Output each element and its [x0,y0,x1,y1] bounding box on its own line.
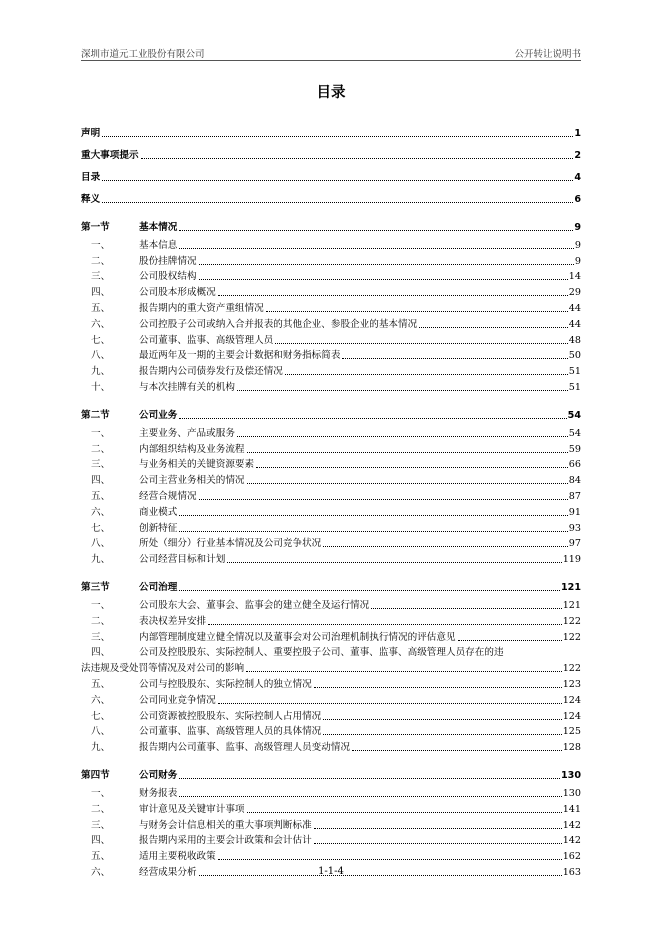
toc-entry-number: 三、 [91,819,111,831]
toc-entry-label: 股份挂牌情况 [139,255,197,267]
toc-entry-page: 122 [562,631,581,643]
toc-entry-label: 公司主营业务相关的情况 [139,475,245,487]
toc-leader-dots [208,624,562,625]
toc-leader-dots [218,295,568,296]
toc-entry[interactable] [81,502,581,518]
toc-entry[interactable] [81,534,581,550]
toc-leader-dots [275,343,567,344]
toc-section[interactable] [81,757,581,781]
page-header [81,46,581,61]
toc-entry-label: 主要业务、产品或服务 [139,427,235,439]
toc-entry-page: 163 [562,866,581,878]
header-doc-type: 公开转让说明书 [514,49,581,60]
toc-leader-dots [141,158,574,159]
toc-entry-number: 八、 [91,726,111,738]
toc-leader-dots [458,640,562,641]
toc-entry-number: 六、 [91,506,111,518]
toc-entry-number: 三、 [91,459,111,471]
toc-entry-number: 五、 [91,490,111,502]
toc-entry[interactable] [81,117,581,139]
toc-leader-dots [314,687,562,688]
toc-leader-dots [102,202,573,203]
toc-entry-page: 130 [560,770,581,782]
toc-entry-label: 经营合规情况 [139,490,197,502]
toc-leader-dots [371,608,561,609]
toc-leader-dots [419,327,568,328]
toc-entry-label: 适用主要税收政策 [139,851,216,863]
toc-entry-label: 公司股东大会、董事会、监事会的建立健全及运行情况 [139,599,370,611]
toc-leader-dots [237,436,568,437]
toc-entry-page: 124 [562,710,581,722]
toc-entry-number: 第二节 [81,409,110,421]
toc-entry-label: 创新特征 [139,522,178,534]
toc-entry-page: 122 [562,615,581,627]
toc-entry-page: 91 [568,506,581,518]
toc-entry[interactable] [81,267,581,283]
toc-entry-page: 93 [568,522,581,534]
toc-entry-page: 2 [574,150,581,161]
toc-entry-label: 公司股本形成概况 [139,287,216,299]
toc-entry-label: 基本信息 [139,239,178,251]
table-of-contents [81,117,581,878]
toc-entry-number: 四、 [91,475,111,487]
toc-leader-dots [218,703,562,704]
toc-entry-label: 公司经营目标和计划 [139,554,226,566]
toc-entry-page: 59 [568,443,581,455]
toc-entry-page: 121 [562,599,581,611]
toc-entry-page: 14 [568,271,581,283]
toc-entry-page: 1 [574,128,581,139]
toc-entry-page: 9 [574,239,581,251]
toc-entry-label: 基本情况 [139,222,178,233]
toc-leader-dots [179,590,560,591]
toc-entry[interactable] [81,737,581,753]
toc-entry-page: 87 [568,490,581,502]
toc-entry[interactable] [81,783,581,799]
toc-leader-dots [266,311,568,312]
toc-entry-number: 二、 [91,255,111,267]
toc-entry-number: 十、 [91,381,111,393]
toc-entry-number: 第四节 [81,770,110,782]
toc-leader-dots [247,483,568,484]
toc-entry-label: 公司及控股股东、实际控制人、重要控股子公司、董事、监事、高级管理人员存在的违 [139,647,504,659]
toc-entry-page: 162 [562,851,581,863]
toc-entry-page: 54 [567,409,581,421]
toc-entry[interactable] [81,439,581,455]
toc-entry-label: 最近两年及一期的主要会计数据和财务指标简表 [139,350,341,362]
toc-entry[interactable] [81,139,581,161]
toc-entry[interactable] [81,455,581,471]
toc-entry[interactable] [81,251,581,267]
toc-entry-label: 表决权差异安排 [139,615,207,627]
toc-entry-page: 51 [568,381,581,393]
toc-entry[interactable] [81,346,581,362]
toc-leader-dots [199,499,568,500]
toc-entry-label: 所处（细分）行业基本情况及公司竞争状况 [139,538,322,550]
header-company: 深圳市道元工业股份有限公司 [81,49,205,60]
toc-entry-page: 142 [562,835,581,847]
toc-entry-page: 124 [562,694,581,706]
toc-section[interactable] [81,397,581,421]
toc-entry-label: 释义 [81,194,101,205]
toc-entry-page: 130 [562,787,581,799]
toc-entry-label: 审计意见及关键审计事项 [139,803,245,815]
toc-entry-label: 内部管理制度建立健全情况以及董事会对公司治理机制执行情况的评估意见 [139,631,456,643]
toc-entry-page: 121 [560,582,581,594]
toc-entry[interactable] [81,518,581,534]
toc-leader-dots [246,671,562,672]
toc-leader-dots [237,390,568,391]
toc-entry-label: 公司与控股股东、实际控制人的独立情况 [139,678,312,690]
toc-leader-dots [218,859,562,860]
toc-entry-number: 三、 [91,271,111,283]
toc-leader-dots [323,546,568,547]
toc-entry-label: 经营成果分析 [139,866,197,878]
toc-entry-page: 119 [562,554,581,566]
toc-entry[interactable] [81,799,581,815]
toc-entry[interactable] [81,361,581,377]
toc-entry-number: 六、 [91,318,111,330]
page-title: 目录 [316,85,346,101]
toc-entry-continued[interactable] [81,658,581,674]
toc-entry[interactable] [81,846,581,862]
toc-entry-page: 125 [562,726,581,738]
toc-entry-page: 51 [568,366,581,378]
toc-leader-dots [314,843,562,844]
toc-entry-number: 五、 [91,302,111,314]
toc-entry-number: 六、 [91,694,111,706]
toc-leader-dots [256,467,568,468]
toc-entry[interactable] [81,611,581,627]
toc-entry-page: 122 [562,663,581,675]
toc-entry[interactable] [81,161,581,183]
toc-leader-dots [179,418,566,419]
toc-leader-dots [247,452,568,453]
toc-entry[interactable] [81,706,581,722]
toc-leader-dots [342,358,567,359]
toc-entry-page: 54 [568,427,581,439]
toc-entry-number: 一、 [91,427,111,439]
toc-entry-page: 44 [568,318,581,330]
toc-entry-label: 与财务会计信息相关的重大事项判断标准 [139,819,312,831]
toc-leader-dots [352,750,562,751]
toc-entry-label: 法违规及受处罚等情况及对公司的影响 [81,663,245,675]
toc-entry-label: 财务报表 [139,787,178,799]
toc-entry-label: 公司董事、监事、高级管理人员的具体情况 [139,726,322,738]
toc-entry-number: 第一节 [81,222,110,233]
toc-entry-label: 内部组织结构及业务流程 [139,443,245,455]
toc-leader-dots [179,515,567,516]
toc-entry-page: 66 [568,459,581,471]
toc-entry[interactable] [81,330,581,346]
toc-entry-label: 与本次挂牌有关的机构 [139,381,235,393]
toc-entry-label: 公司业务 [139,409,178,421]
toc-entry[interactable] [81,282,581,298]
toc-leader-dots [227,562,561,563]
toc-leader-dots [247,812,562,813]
toc-entry-number: 七、 [91,710,111,722]
toc-leader-dots [179,230,573,231]
toc-entry-page: 141 [562,803,581,815]
toc-entry-number: 四、 [91,647,111,659]
toc-entry[interactable] [81,595,581,611]
toc-entry-number: 八、 [91,538,111,550]
toc-entry[interactable] [81,314,581,330]
toc-entry-label: 报告期内采用的主要会计政策和会计估计 [139,835,312,847]
toc-entry[interactable] [81,831,581,847]
toc-entry-label: 重大事项提示 [81,150,139,161]
toc-leader-dots [179,778,560,779]
toc-entry-page: 6 [574,194,581,205]
toc-leader-dots [102,180,573,181]
toc-entry-label: 公司同业竞争情况 [139,694,216,706]
toc-entry-number: 九、 [91,366,111,378]
toc-entry[interactable] [81,549,581,565]
toc-entry-label: 报告期内公司董事、监事、高级管理人员变动情况 [139,742,351,754]
toc-entry-label: 报告期内公司债券发行及偿还情况 [139,366,283,378]
toc-entry-page: 9 [574,255,581,267]
toc-entry-page: 50 [568,350,581,362]
toc-entry-number: 七、 [91,334,111,346]
toc-entry-label: 公司控股子公司或纳入合并报表的其他企业、参股企业的基本情况 [139,318,418,330]
toc-entry-label: 商业模式 [139,506,178,518]
toc-entry-number: 九、 [91,554,111,566]
toc-entry-number: 一、 [91,599,111,611]
page-number: 1-1-4 [318,866,344,877]
toc-entry-number: 五、 [91,851,111,863]
toc-entry-page: 84 [568,475,581,487]
toc-entry[interactable] [81,423,581,439]
toc-entry[interactable] [81,722,581,738]
toc-entry-number: 二、 [91,615,111,627]
toc-entry[interactable] [81,674,581,690]
toc-entry-label: 公司财务 [139,770,178,782]
toc-entry-page: 9 [574,222,581,233]
toc-entry-number: 四、 [91,287,111,299]
toc-entry-label: 公司治理 [139,582,178,594]
toc-leader-dots [102,136,573,137]
toc-entry[interactable] [81,627,581,643]
toc-entry[interactable] [81,643,581,659]
toc-leader-dots [323,734,561,735]
toc-entry-page: 4 [574,172,581,183]
toc-entry-number: 四、 [91,835,111,847]
toc-entry-label: 公司资源被控股股东、实际控制人占用情况 [139,710,322,722]
toc-entry-label: 公司股权结构 [139,271,197,283]
toc-entry[interactable] [81,486,581,502]
toc-entry-label: 与业务相关的关键资源要素 [139,459,255,471]
toc-entry-number: 八、 [91,350,111,362]
toc-entry-number: 七、 [91,522,111,534]
toc-entry-number: 六、 [91,866,111,878]
toc-entry-number: 九、 [91,742,111,754]
toc-entry-page: 48 [568,334,581,346]
toc-entry-page: 123 [562,678,581,690]
toc-leader-dots [285,374,568,375]
toc-leader-dots [314,828,562,829]
toc-entry[interactable] [81,815,581,831]
toc-entry-number: 第三节 [81,582,110,594]
toc-entry-page: 128 [562,742,581,754]
toc-leader-dots [179,248,574,249]
toc-entry-page: 97 [568,538,581,550]
toc-leader-dots [199,264,574,265]
toc-entry-number: 五、 [91,678,111,690]
toc-entry-page: 44 [568,302,581,314]
toc-entry[interactable] [81,377,581,393]
toc-entry-number: 一、 [91,239,111,251]
toc-entry[interactable] [81,690,581,706]
toc-entry-label: 声明 [81,128,101,139]
toc-entry-page: 29 [568,287,581,299]
toc-entry-page: 142 [562,819,581,831]
toc-entry-number: 二、 [91,803,111,815]
toc-entry-number: 三、 [91,631,111,643]
toc-leader-dots [179,796,561,797]
toc-entry-label: 公司董事、监事、高级管理人员 [139,334,274,346]
toc-entry-number: 二、 [91,443,111,455]
toc-entry[interactable] [81,235,581,251]
toc-entry[interactable] [81,470,581,486]
toc-leader-dots [179,531,567,532]
toc-entry-number: 一、 [91,787,111,799]
toc-entry[interactable] [81,298,581,314]
toc-leader-dots [199,279,568,280]
toc-entry-label: 报告期内的重大资产重组情况 [139,302,264,314]
toc-leader-dots [323,719,561,720]
toc-entry[interactable] [81,183,581,205]
toc-section[interactable] [81,209,581,233]
toc-entry-label: 目录 [81,172,101,183]
toc-section[interactable] [81,569,581,593]
